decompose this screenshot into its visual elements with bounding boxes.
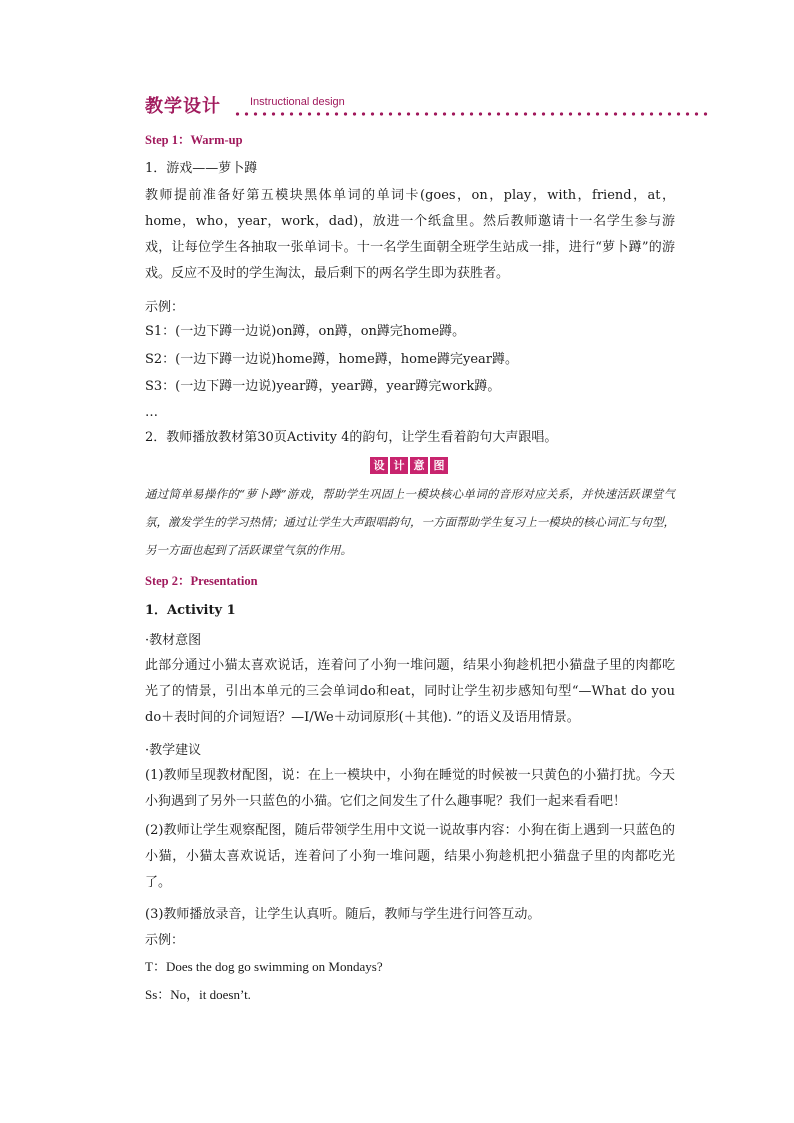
section-header: [145, 92, 710, 122]
step1-example-label: 示例：: [145, 300, 185, 315]
step2-suggestion-1: (1)教师呈现教材配图，说：在上一模块中，小狗在睡觉的时候被一只黄色的小猫打扰。今天小狗遇到了另外一只蓝色的小猫。它们之间发生了什么趣事呢？我们一起来看看吧！: [145, 768, 675, 809]
design-intent-note: 通过简单易操作的“萝卜蹲”游戏，帮助学生巩固上一模块核心单词的音形对应关系，并快速活跃课堂气氛，激发学生的学习热情；通过让学生大声跟唱韵句，一方面帮助学生复习上一模块的核心词汇与句型，另一方面也起到了活跃课堂气氛的作用。: [145, 487, 675, 557]
header-subtitle: Instructional design: [250, 96, 345, 108]
step1-example-s1: S1：(一边下蹲一边说)on蹲，on蹲，on蹲完home蹲。: [145, 324, 466, 339]
design-intent-badge: [370, 457, 448, 475]
step1-title: Step 1：Warm-up: [145, 133, 243, 147]
badge-char: 计: [390, 457, 408, 474]
step1-example-s2: S2：(一边下蹲一边说)home蹲，home蹲，home蹲完year蹲。: [145, 352, 518, 367]
step2-title: Step 2：Presentation: [145, 574, 258, 588]
step1-ellipsis: …: [145, 405, 158, 420]
step2-suggestion-3: (3)教师播放录音，让学生认真听。随后，教师与学生进行问答互动。: [145, 907, 541, 922]
step2-activity-title: 1．Activity 1: [145, 603, 236, 618]
step1-item1-text: 教师提前准备好第五模块黑体单词的单词卡(goes，on，play，with，friend，at，home，who，year，work，dad)，放进一个纸盒里。然后教师邀请十一名学生参与游戏，让每位学生各抽取一张单词卡。十一名学生面朝全班学生站成一排，进行“萝卜蹲”的游戏。反应不及时的学生淘汰，最后剩下的两名学生即为获胜者。: [145, 188, 675, 281]
step2-example-label: 示例：: [145, 933, 185, 948]
step2-suggestion-2: (2)教师让学生观察配图，随后带领学生用中文说一说故事内容：小狗在街上遇到一只蓝色的小猫，小猫太喜欢说话，连着问了小狗一堆问题，结果小狗趁机把小猫盘子里的肉都吃光了。: [145, 823, 675, 890]
step2-intent-label: ·教材意图: [145, 633, 202, 648]
header-title: 教学设计: [145, 96, 221, 117]
step2-example-teacher: T：Does the dog go swimming on Mondays?: [145, 959, 383, 974]
badge-char: 设: [370, 457, 388, 474]
badge-char: 意: [410, 457, 428, 474]
step1-item2: 2．教师播放教材第30页Activity 4的韵句，让学生看着韵句大声跟唱。: [145, 430, 558, 445]
step2-example-students: Ss：No，it doesn’t.: [145, 987, 251, 1002]
step1-item1-title: 1．游戏——萝卜蹲: [145, 161, 258, 176]
step1-example-s3: S3：(一边下蹲一边说)year蹲，year蹲，year蹲完work蹲。: [145, 379, 501, 394]
header-dotted-rule: [233, 112, 708, 116]
step2-intent-text: 此部分通过小猫太喜欢说话，连着问了小狗一堆问题，结果小狗趁机把小猫盘子里的肉都吃光了的情景，引出本单元的三会单词do和eat，同时让学生初步感知句型“—What do you do＋表时间的介词短语？—I/We＋动词原形(＋其他). ”的语义及语用情景。: [145, 658, 675, 725]
badge-char: 图: [430, 457, 448, 474]
step2-suggest-label: ·教学建议: [145, 743, 202, 758]
